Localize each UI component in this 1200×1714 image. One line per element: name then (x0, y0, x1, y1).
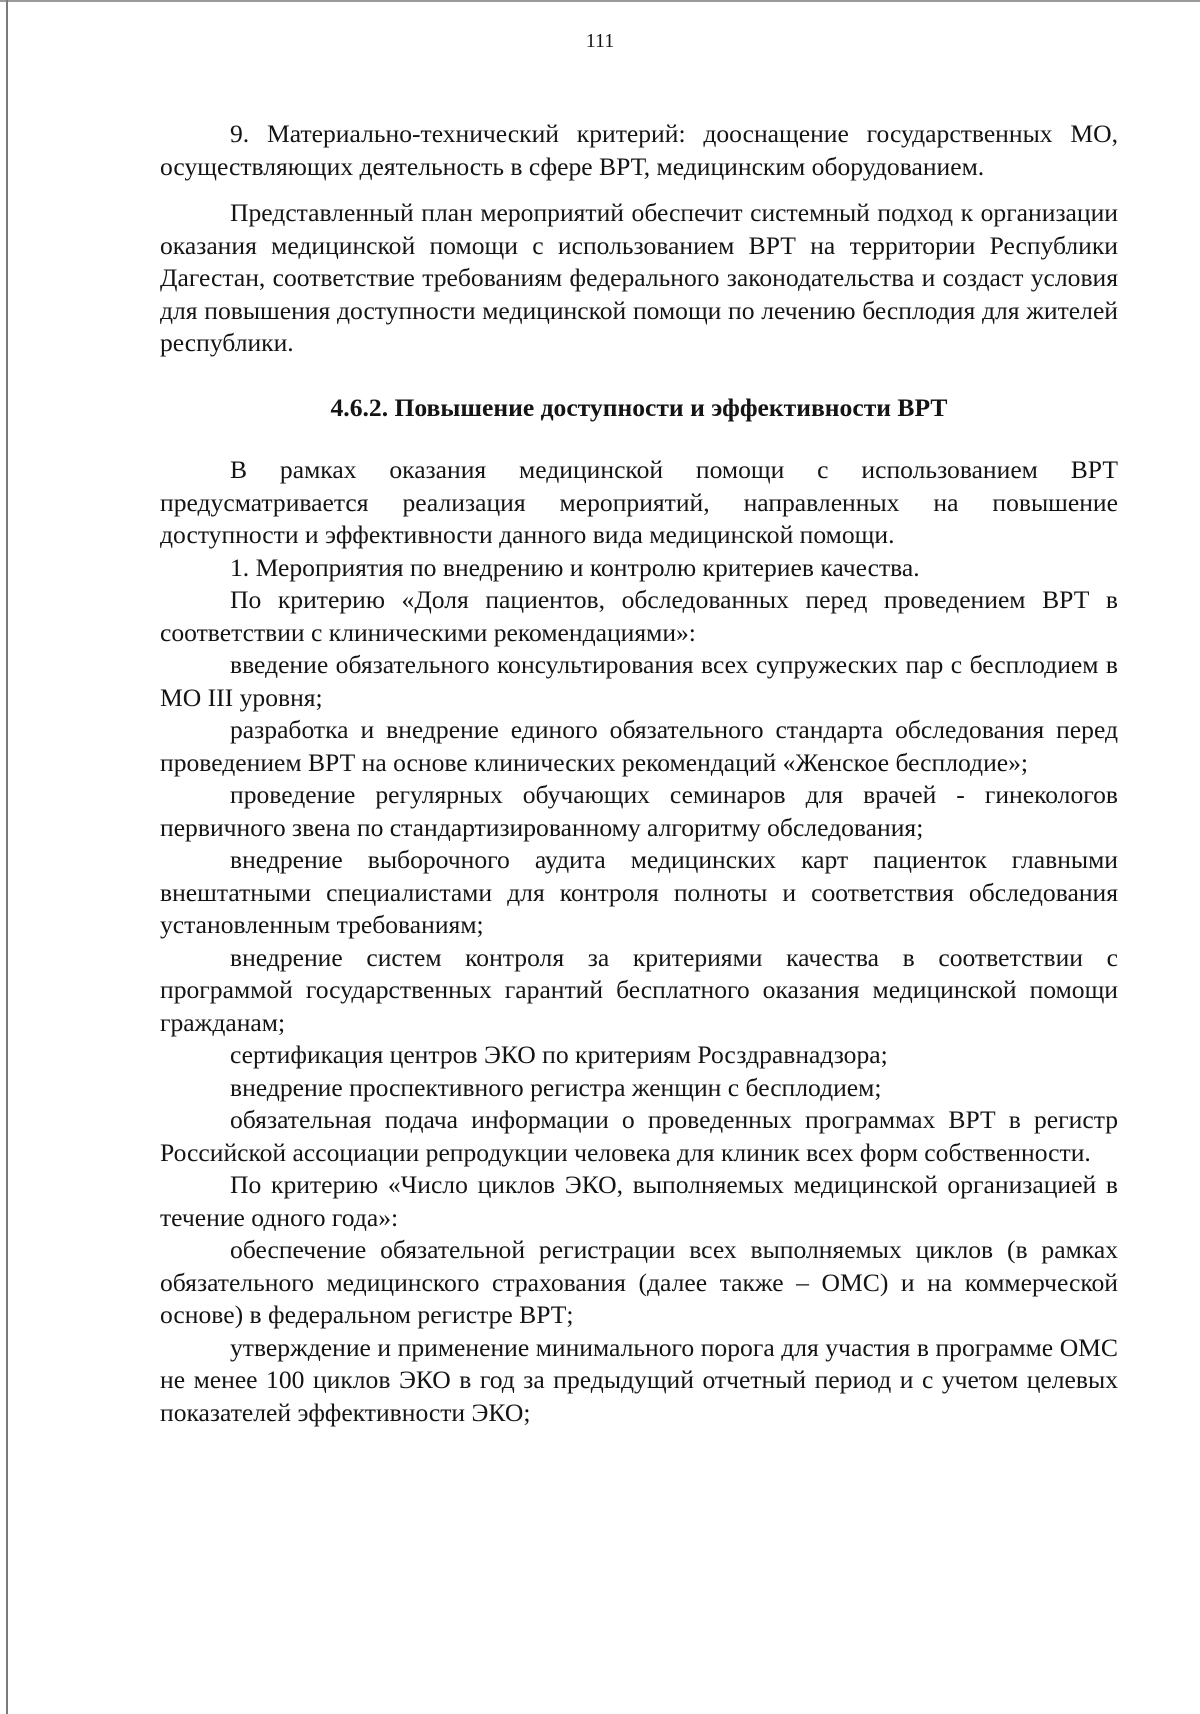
list-item-standard: разработка и внедрение единого обязательного стандарта обследования перед проведением ВРТ на основе клинических рекомендаций «Женское бесплодие»; (160, 715, 1118, 777)
section-heading: 4.6.2. Повышение доступности и эффективности ВРТ (330, 392, 948, 422)
paragraph-criterion-cycles: По критерию «Число циклов ЭКО, выполняемых медицинской организацией в течение одного года»: (160, 1170, 1118, 1232)
paragraph-material-criterion: 9. Материально-технический критерий: дооснащение государственных МО, осуществляющих деятельность в сфере ВРТ, медицинским оборудованием. (160, 119, 1118, 181)
list-item-consulting: введение обязательного консультирования всех супружеских пар с бесплодием в МО III уровня; (160, 650, 1118, 712)
list-item-audit: внедрение выборочного аудита медицинских карт пациенток главными внештатными специалистами для контроля полноты и соответствия обследования установленным требованиям; (160, 845, 1118, 939)
list-item-seminars: проведение регулярных обучающих семинаров для врачей - гинекологов первичного звена по стандартизированному алгоритму обследования; (160, 780, 1118, 842)
document-body (160, 118, 1118, 1429)
list-item-certification: сертификация центров ЭКО по критериям Росздравнадзора; (230, 1040, 888, 1069)
list-item-reporting: обязательная подача информации о проведенных программах ВРТ в регистр Российской ассоциации репродукции человека для клиник всех форм собственности. (160, 1105, 1118, 1167)
scan-left-edge (6, 0, 8, 1714)
list-item-quality-control: внедрение систем контроля за критериями качества в соответствии с программой государственных гарантий бесплатного оказания медицинской помощи гражданам; (160, 942, 1118, 1037)
paragraph-criterion-share: По критерию «Доля пациентов, обследованных перед проведением ВРТ в соответствии с клиническими рекомендациями»: (160, 585, 1118, 647)
page-number: 111 (585, 30, 615, 52)
list-item-minimum-threshold: утверждение и применение минимального порога для участия в программе ОМС не менее 100 циклов ЭКО в год за предыдущий отчетный период и с учетом целевых показателей эффективности ЭКО; (160, 1332, 1118, 1427)
paragraph-measures-title: 1. Мероприятия по внедрению и контролю критериев качества. (230, 552, 920, 582)
paragraph-plan-summary: Представленный план мероприятий обеспечит системный подход к организации оказания медицинской помощи с использованием ВРТ на территории Республики Дагестан, соответствие требованиям федерального законодательства и создаст условия для повышения доступности медицинской помощи по лечению бесплодия для жителей республики. (160, 198, 1118, 357)
paragraph-section-intro: В рамках оказания медицинской помощи с использованием ВРТ предусматривается реализация мероприятий, направленных на повышение доступности и эффективности данного вида медицинской помощи. (160, 455, 1118, 549)
scan-top-edge (0, 0, 1200, 2)
list-item-cycle-registration: обеспечение обязательной регистрации всех выполняемых циклов (в рамках обязательного медицинского страхования (далее также – ОМС) и на коммерческой основе) в федеральном регистре ВРТ; (160, 1235, 1118, 1329)
list-item-registry: внедрение проспективного регистра женщин с бесплодием; (230, 1072, 882, 1102)
